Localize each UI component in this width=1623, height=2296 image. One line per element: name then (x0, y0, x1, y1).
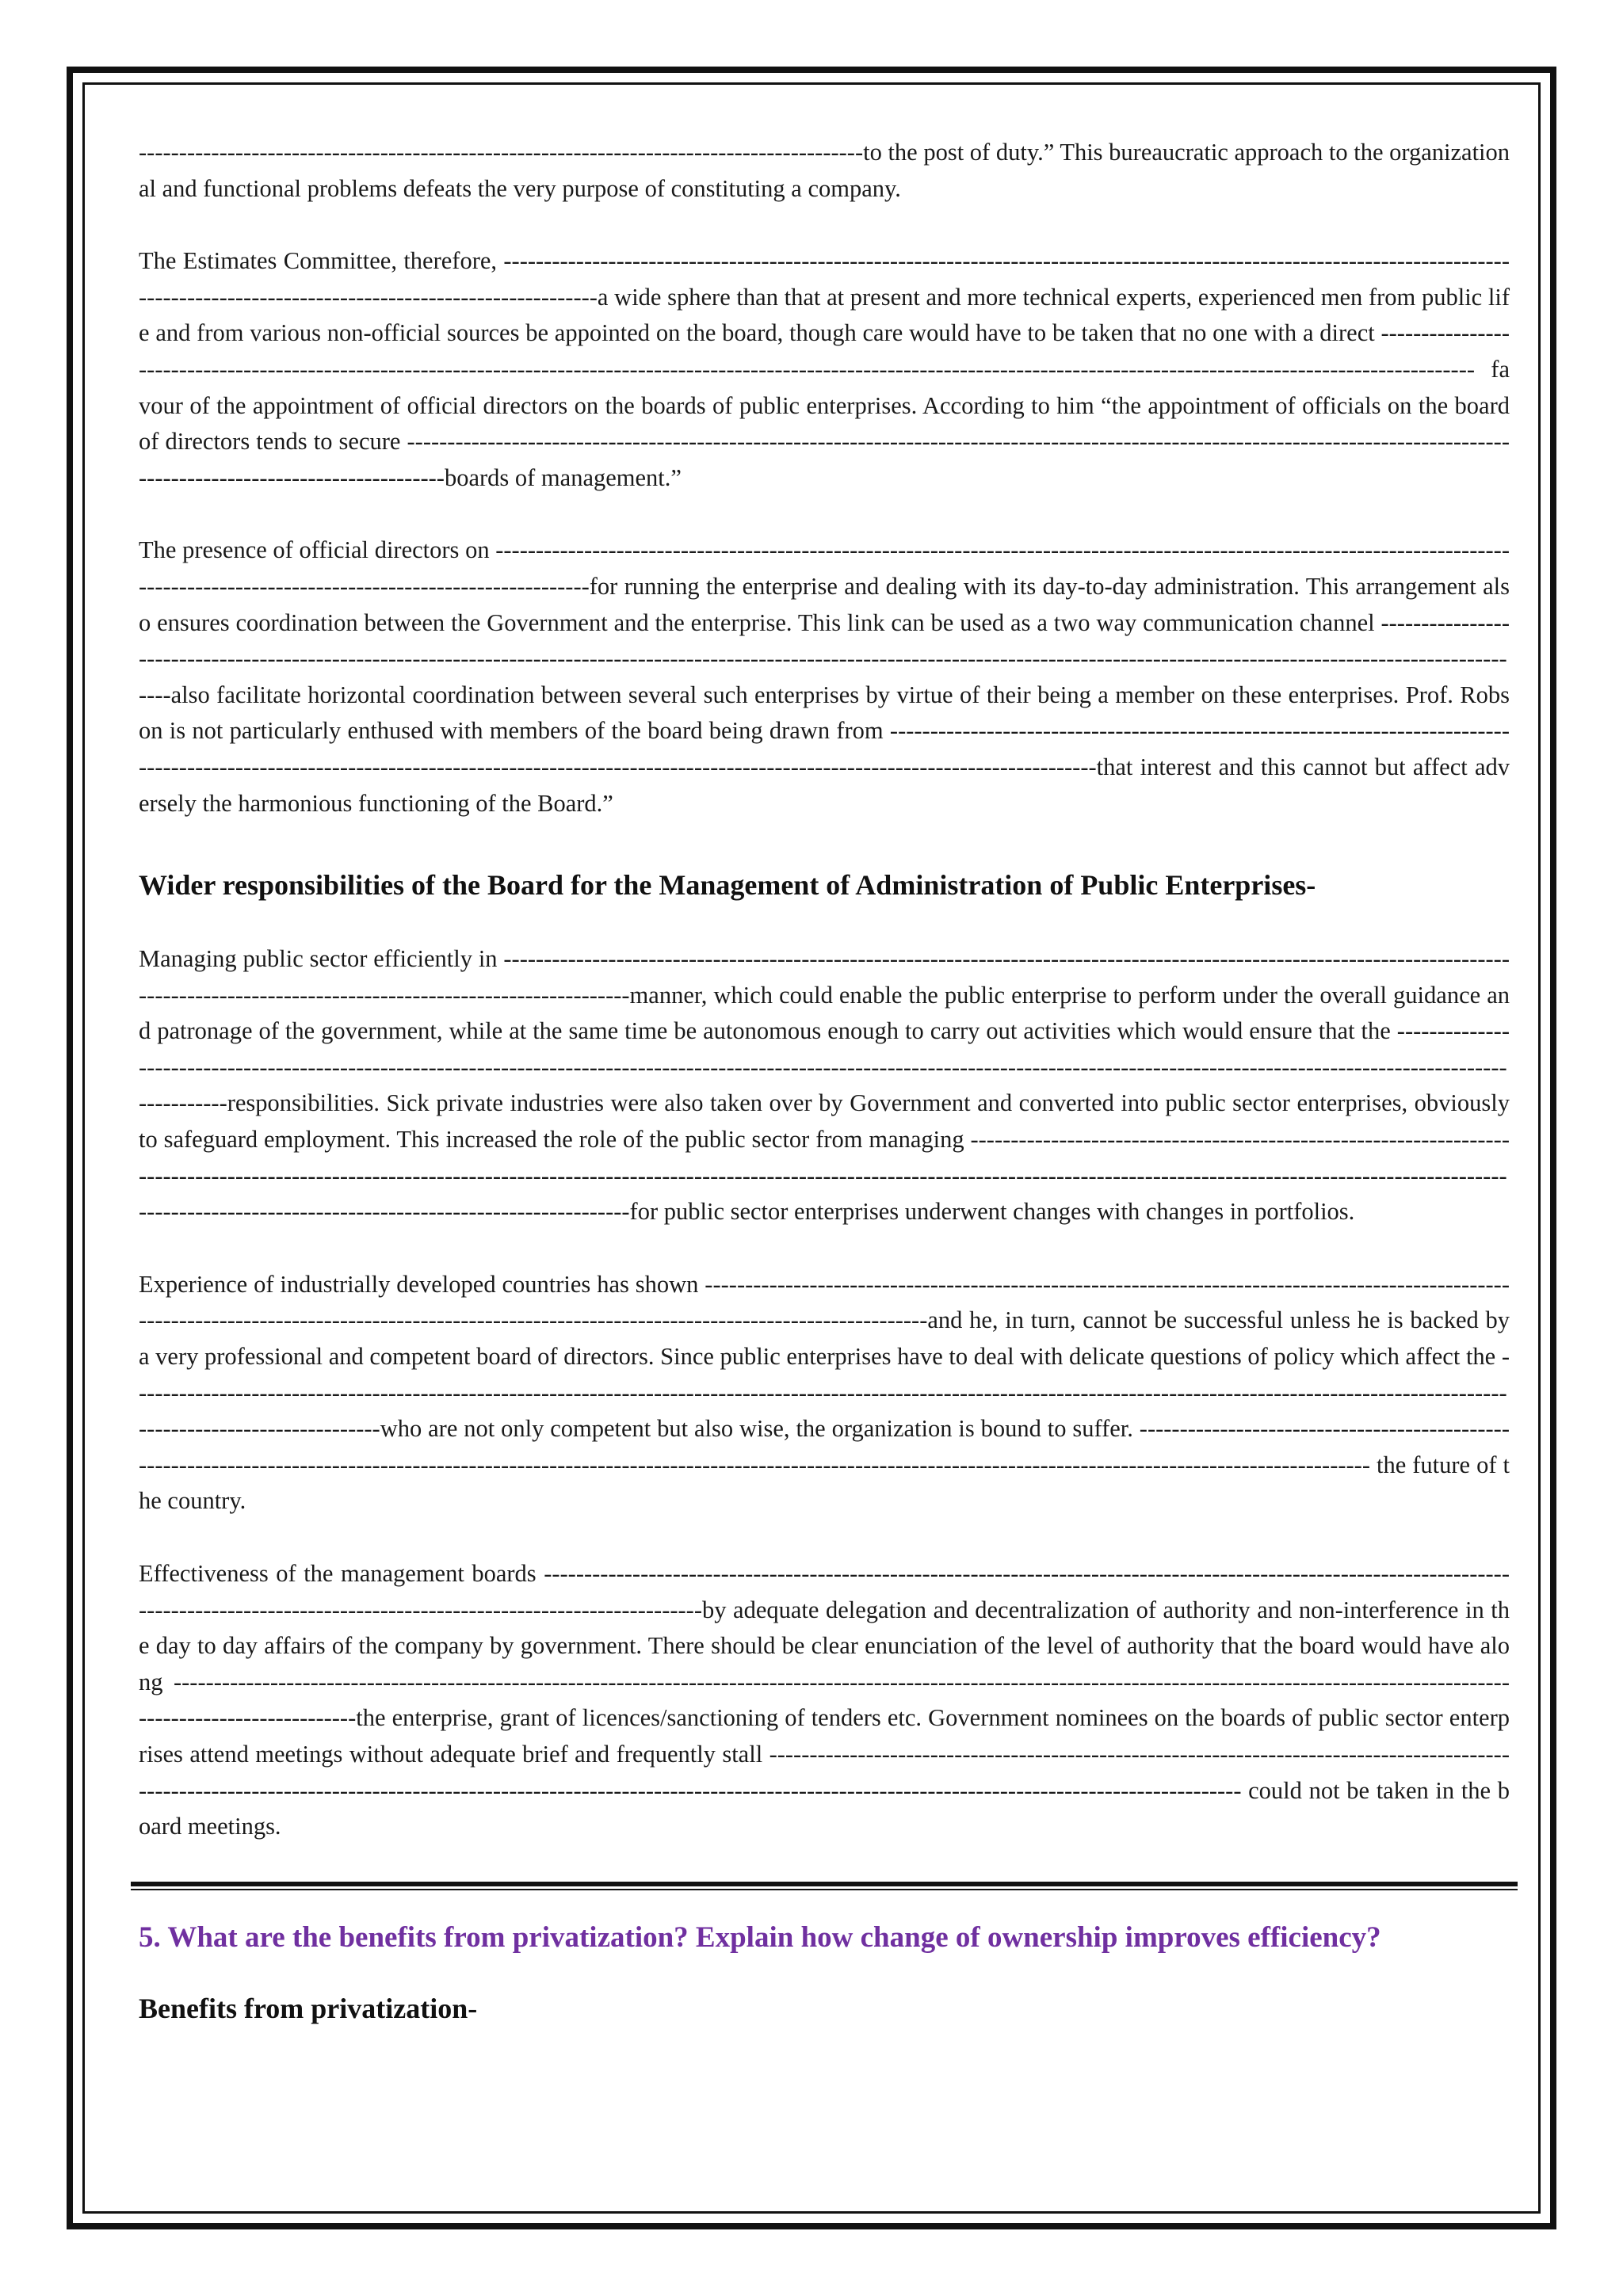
divider-thin-line (131, 1889, 1518, 1890)
paragraph-effectiveness-boards: Effectiveness of the management boards ----------------------------------------------------------------------------------------------------------------------------------------------------------------------------------------------by adequate delegation and decentralization of authority and non-interference in the day to day affairs of the company by government. There should be clear enunciation of the level of authority that the board would have along -------------------------------------------------------------------------------------------------------------------------------------------------------------------------------------------------the enterprise, grant of licences/sanctioning of tenders etc. Government nominees on the boards of public sector enterprises attend meetings without adequate brief and frequently stall ------------------------------------------------------------------------------------------------------------------------------------------------------------------------------------------------------------------------------------- could not be taken in the board meetings. (139, 1560, 1510, 1840)
paragraph-managing-public-sector: Managing public sector efficiently in ------------------------------------------------------------------------------------------------------------------------------------------------------------------------------------------manner, which could enable the public enterprise to perform under the overall guidance and patronage of the government, while at the same time be autonomous enough to carry out activities which would ensure that the ---------------------------------------------------------------------------------------------------------------------------------------------------------------------------------------------------responsibilities. Sick private industries were also taken over by Government and converted into public sector enterprises, obviously to safeguard employment. This increased the role of the public sector from managing ----------------------------------------------------------------------------------------------------------------------------------------------------------------------------------------------------------------------------------------------------------------------------------------------------------for public sector enterprises underwent changes with changes in portfolios. (139, 945, 1510, 1226)
divider-thick-line (131, 1882, 1518, 1886)
section-heading-wider-responsibilities: Wider responsibilities of the Board for the Management of Administration of Public Enterprises- (139, 869, 1316, 902)
document-body (139, 135, 1510, 2028)
sub-heading-benefits: Benefits from privatization- (139, 1992, 478, 2024)
question-heading: 5. What are the benefits from privatization? Explain how change of ownership improves efficiency? (139, 1920, 1381, 1954)
section-divider (131, 1882, 1518, 1890)
paragraph-official-directors: The presence of official directors on --------------------------------------------------------------------------------------------------------------------------------------------------------------------------------------for running the enterprise and dealing with its day-to-day administration. This arrangement also ensures coordination between the Government and the enterprise. This link can be used as a two way communication channel ----------------------------------------------------------------------------------------------------------------------------------------------------------------------------------------------also facilitate horizontal coordination between several such enterprises by virtue of their being a member on these enterprises. Prof. Robson is not particularly enthused with members of the board being drawn from ----------------------------------------------------------------------------------------------------------------------------------------------------------------------------------------------------that interest and this cannot but affect adversely the harmonious functioning of the Board.” (139, 536, 1510, 817)
paragraph-estimates-committee: The Estimates Committee, therefore, --------------------------------------------------------------------------------------------------------------------------------------------------------------------------------------a wide sphere than that at present and more technical experts, experienced men from public life and from various non-official sources be appointed on the board, though care would have to be taken that no one with a direct -------------------------------------------------------------------------------------------------------------------------------------------------------------------------------------- favour of the appointment of official directors on the boards of public enterprises. According to him “the appointment of officials on the board of directors tends to secure -------------------------------------------------------------------------------------------------------------------------------------------------------------------------------boards of management.” (139, 247, 1510, 491)
paragraph-industrially-developed: Experience of industrially developed countries has shown ------------------------------------------------------------------------------------------------------------------------------------------------------------------------------------------------------and he, in turn, cannot be successful unless he is backed by a very professional and competent board of directors. Since public enterprises have to deal with delicate questions of policy which affect the ---------------------------------------------------------------------------------------------------------------------------------------------------------------------------------------------------------who are not only competent but also wise, the organization is bound to suffer. ------------------------------------------------------------------------------------------------------------------------------------------------------------------------------------------------------- the future of the country. (139, 1270, 1510, 1515)
paragraph-bureaucratic-approach: ------------------------------------------------------------------------------------------to the post of duty.” This bureaucratic approach to the organizational and functional problems defeats the very purpose of constituting a company. (139, 139, 1510, 202)
